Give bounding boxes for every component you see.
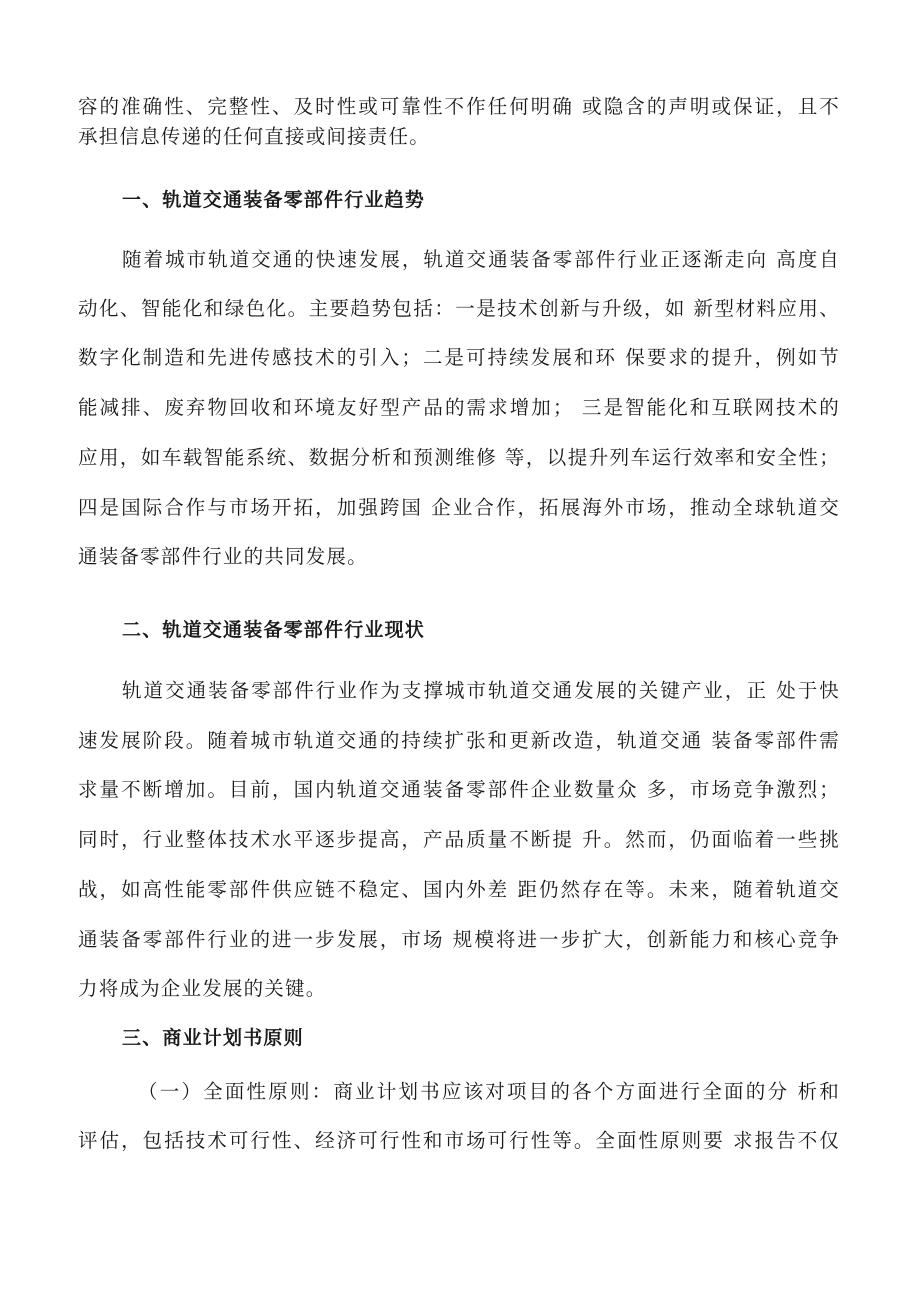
section-2-line-7: 力将成为企业发展的关键。 (78, 977, 327, 1000)
section-2-line-6: 通装备零部件行业的进一步发展，市场 规模将进一步扩大，创新能力和核心竞争 (78, 928, 840, 951)
section-3-line-2: 评估，包括技术可行性、经济可行性和市场可行性等。全面性原则要 求报告不仅 (78, 1129, 840, 1152)
section-1-line-2: 动化、智能化和绿色化。主要趋势包括：一是技术创新与升级，如 新型材料应用、 (78, 297, 840, 320)
intro-line-2: 承担信息传递的任何直接或间接责任。 (78, 125, 430, 148)
section-1-line-1: 随着城市轨道交通的快速发展，轨道交通装备零部件行业正逐渐走向 高度自 (122, 248, 840, 271)
section-1-line-5: 应用，如车载智能系统、数据分析和预测维修 等，以提升列车运行效率和安全性； (78, 446, 840, 469)
section-2-line-2: 速发展阶段。随着城市轨道交通的持续扩张和更新改造，轨道交通 装备零部件需 (78, 729, 840, 752)
section-2-line-5: 战，如高性能零部件供应链不稳定、国内外差 距仍然存在等。未来，随着轨道交 (78, 878, 840, 901)
section-1-line-7: 通装备零部件行业的共同发展。 (78, 545, 368, 568)
section-1-line-4: 能减排、废弃物回收和环境友好型产品的需求增加； 三是智能化和互联网技术的 (78, 396, 840, 419)
section-3-line-1: （一）全面性原则：商业计划书应该对项目的各个方面进行全面的分 析和 (138, 1080, 840, 1103)
section-2-heading: 二、轨道交通装备零部件行业现状 (122, 619, 426, 641)
section-2-line-4: 同时，行业整体技术水平逐步提高，产品质量不断提 升。然而，仍面临着一些挑 (78, 828, 840, 851)
intro-line-1: 容的准确性、完整性、及时性或可靠性不作任何明确 或隐含的声明或保证，且不 (78, 95, 840, 118)
section-1-line-6: 四是国际合作与市场开拓，加强跨国 企业合作，拓展海外市场，推动全球轨道交 (78, 496, 840, 519)
section-2-line-1: 轨道交通装备零部件行业作为支撑城市轨道交通发展的关键产业，正 处于快 (122, 679, 840, 702)
section-1-heading: 一、轨道交通装备零部件行业趋势 (122, 189, 426, 211)
section-2-line-3: 求量不断增加。目前，国内轨道交通装备零部件企业数量众 多，市场竞争激烈； (78, 778, 840, 801)
section-3-heading: 三、商业计划书原则 (122, 1027, 304, 1049)
section-1-line-3: 数字化制造和先进传感技术的引入；二是可持续发展和环 保要求的提升，例如节 (78, 346, 840, 369)
